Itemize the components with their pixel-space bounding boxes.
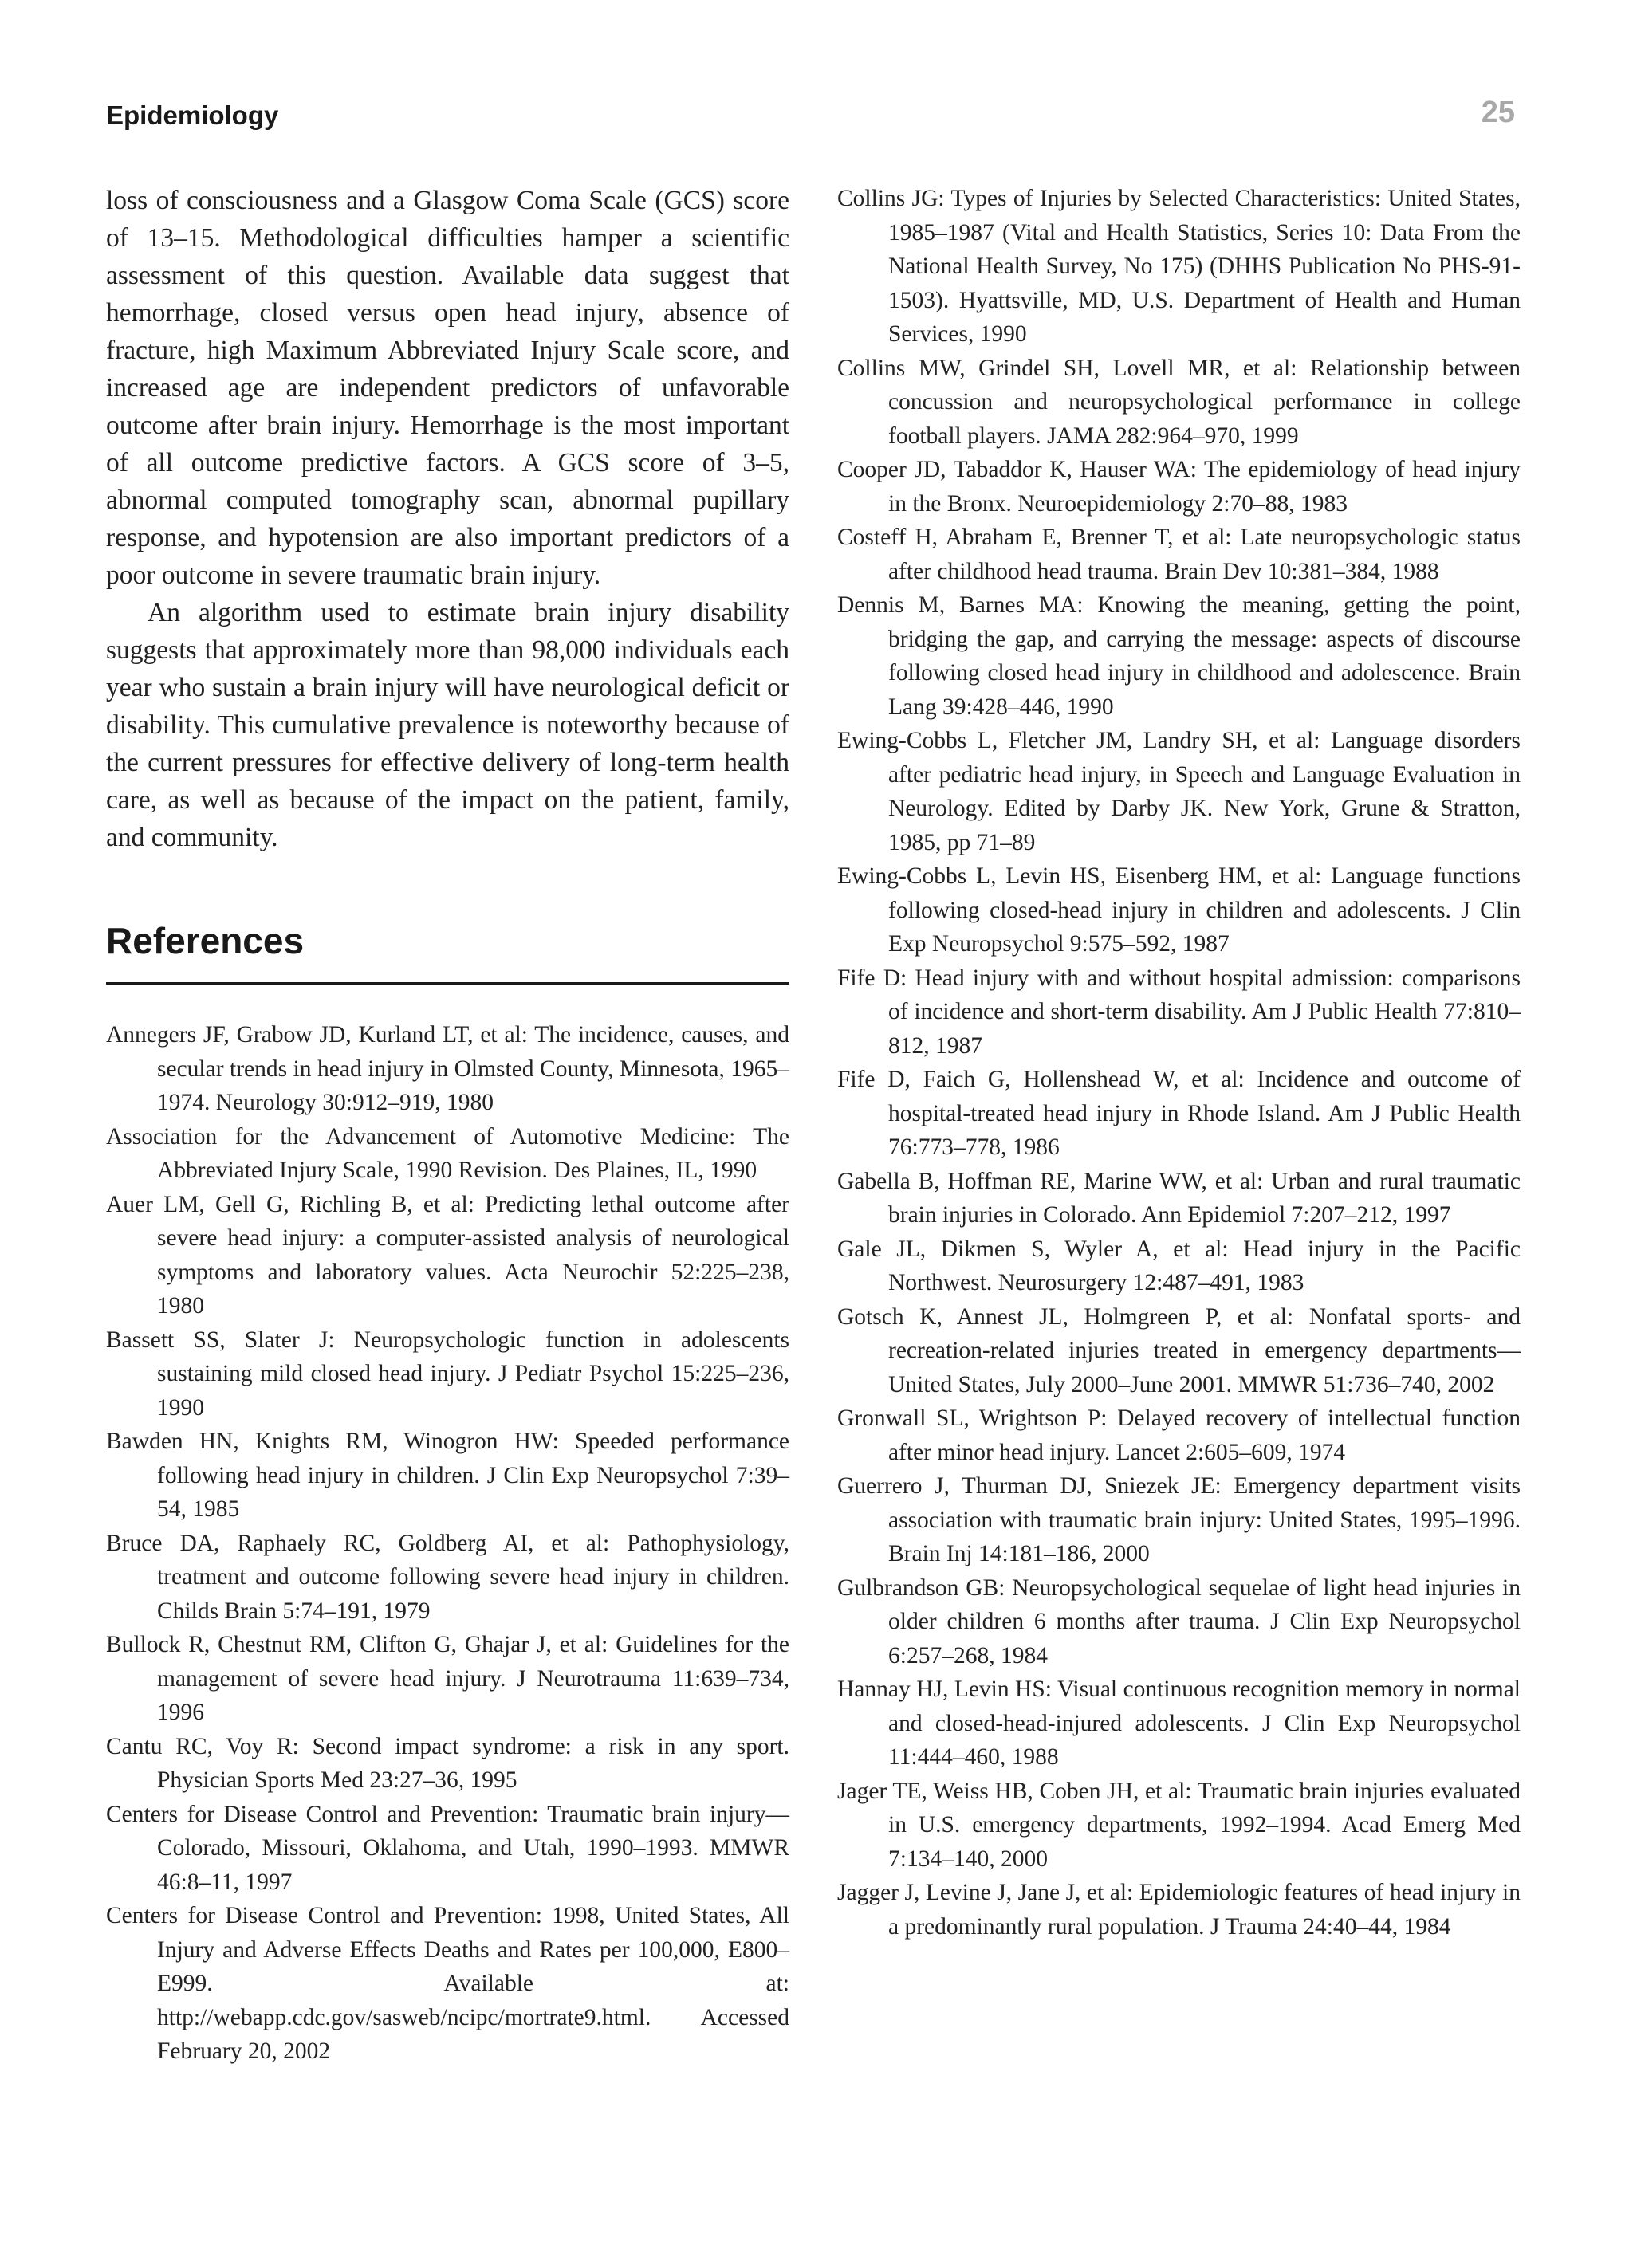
reference-list-left	[106, 1018, 789, 2069]
reference-item: Bassett SS, Slater J: Neuropsychologic function in adolescents sustaining mild closed head injury. J Pediatr Psychol 15:225–236, 1990	[106, 1327, 789, 1421]
references-heading: References	[106, 920, 305, 961]
running-head: Epidemiology	[106, 100, 279, 130]
heading-rule	[106, 982, 789, 985]
reference-item: Gabella B, Hoffman RE, Marine WW, et al: Urban and rural traumatic brain injuries in Colorado. Ann Epidemiol 7:207–212, 1997	[837, 1168, 1521, 1228]
reference-item: Jager TE, Weiss HB, Coben JH, et al: Traumatic brain injuries evaluated in U.S. emergency departments, 1992–1994. Acad Emerg Med 7:134–140, 2000	[837, 1778, 1521, 1872]
reference-item: Gale JL, Dikmen S, Wyler A, et al: Head injury in the Pacific Northwest. Neurosurgery 12:487–491, 1983	[837, 1236, 1521, 1295]
reference-item: Gulbrandson GB: Neuropsychological sequelae of light head injuries in older children 6 months after trauma. J Clin Exp Neuropsychol 6:257–268, 1984	[837, 1574, 1521, 1669]
reference-item: Gotsch K, Annest JL, Holmgreen P, et al: Nonfatal sports- and recreation-related injuries treated in emergency departments—United States, July 2000–June 2001. MMWR 51:736–740, 2002	[837, 1303, 1521, 1397]
reference-item: Bruce DA, Raphaely RC, Goldberg AI, et al: Pathophysiology, treatment and outcome following severe head injury in children. Childs Brain 5:74–191, 1979	[106, 1530, 789, 1624]
reference-item: Guerrero J, Thurman DJ, Sniezek JE: Emergency department visits association with traumatic brain injury: United States, 1995–1996. Brain Inj 14:181–186, 2000	[837, 1473, 1521, 1566]
reference-item: Costeff H, Abraham E, Brenner T, et al: Late neuropsychologic status after childhood head trauma. Brain Dev 10:381–384, 1988	[837, 525, 1521, 584]
reference-item: Ewing-Cobbs L, Levin HS, Eisenberg HM, et al: Language functions following closed-head injury in children and adolescents. J Clin Exp Neuropsychol 9:575–592, 1987	[837, 863, 1521, 957]
reference-item: Collins MW, Grindel SH, Lovell MR, et al: Relationship between concussion and neuropsychological performance in college football players. JAMA 282:964–970, 1999	[837, 355, 1521, 449]
reference-item: Jagger J, Levine J, Jane J, et al: Epidemiologic features of head injury in a predominantly rural population. J Trauma 24:40–44, 1984	[837, 1880, 1521, 1940]
reference-item: Centers for Disease Control and Prevention: Traumatic brain injury—Colorado, Missouri, Oklahoma, and Utah, 1990–1993. MMWR 46:8–11, 1997	[106, 1801, 789, 1895]
reference-item: Fife D, Faich G, Hollenshead W, et al: Incidence and outcome of hospital-treated head injury in Rhode Island. Am J Public Health 76:773–778, 1986	[837, 1067, 1521, 1160]
reference-list-right	[837, 182, 1521, 1944]
reference-item: Cooper JD, Tabaddor K, Hauser WA: The epidemiology of head injury in the Bronx. Neuroepidemiology 2:70–88, 1983	[837, 457, 1521, 517]
reference-item: Gronwall SL, Wrightson P: Delayed recovery of intellectual function after minor head injury. Lancet 2:605–609, 1974	[837, 1405, 1521, 1465]
reference-item: Centers for Disease Control and Prevention: 1998, United States, All Injury and Adverse Effects Deaths and Rates per 100,000, E800–E999. Available at: http://webapp.cdc.gov/sasweb/ncipc/mortrate9.html. Accessed February 20, 2002	[106, 1903, 789, 2064]
reference-item: Annegers JF, Grabow JD, Kurland LT, et al: The incidence, causes, and secular trends in head injury in Olmsted County, Minnesota, 1965–1974. Neurology 30:912–919, 1980	[106, 1022, 789, 1115]
page-number: 25	[1481, 96, 1515, 129]
body-paragraph: loss of consciousness and a Glasgow Coma Scale (GCS) score of 13–15. Methodological difficulties hamper a scientific assessment of this question. Available data suggest that hemorrhage, closed versus open head injury, absence of fracture, high Maximum Abbreviated Injury Scale score, and increased age are independent predictors of unfavorable outcome after brain injury. Hemorrhage is the most important of all outcome predictive factors. A GCS score of 3–5, abnormal computed tomography scan, abnormal pupillary response, and hypotension are also important predictors of a poor outcome in severe traumatic brain injury.	[106, 186, 789, 590]
reference-item: Dennis M, Barnes MA: Knowing the meaning, getting the point, bridging the gap, and carrying the message: aspects of discourse following closed head injury in childhood and adolescence. Brain Lang 39:428–446, 1990	[837, 592, 1521, 720]
reference-item: Ewing-Cobbs L, Fletcher JM, Landry SH, et al: Language disorders after pediatric head injury, in Speech and Language Evaluation in Neurology. Edited by Darby JK. New York, Grune & Stratton, 1985, pp 71–89	[837, 728, 1521, 855]
reference-item: Fife D: Head injury with and without hospital admission: comparisons of incidence and short-term disability. Am J Public Health 77:810–812, 1987	[837, 965, 1521, 1059]
reference-item: Collins JG: Types of Injuries by Selected Characteristics: United States, 1985–1987 (Vital and Health Statistics, Series 10: Data From the National Health Survey, No 175) (DHHS Publication No PHS-91-1503). Hyattsville, MD, U.S. Department of Health and Human Services, 1990	[837, 186, 1521, 347]
reference-item: Association for the Advancement of Automotive Medicine: The Abbreviated Injury Scale, 1990 Revision. Des Plaines, IL, 1990	[106, 1123, 789, 1183]
reference-item: Auer LM, Gell G, Richling B, et al: Predicting lethal outcome after severe head injury: a computer-assisted analysis of neurological symptoms and laboratory values. Acta Neurochir 52:225–238, 1980	[106, 1191, 789, 1319]
body-paragraph: An algorithm used to estimate brain injury disability suggests that approximately more than 98,000 individuals each year who sustain a brain injury will have neurological deficit or disability. This cumulative prevalence is noteworthy because of the current pressures for effective delivery of long-term health care, as well as because of the impact on the patient, family, and community.	[106, 598, 789, 852]
reference-item: Bullock R, Chestnut RM, Clifton G, Ghajar J, et al: Guidelines for the management of severe head injury. J Neurotrauma 11:639–734, 1996	[106, 1632, 789, 1725]
left-column	[106, 182, 789, 2069]
reference-item: Hannay HJ, Levin HS: Visual continuous recognition memory in normal and closed-head-injured adolescents. J Clin Exp Neuropsychol 11:444–460, 1988	[837, 1676, 1521, 1770]
reference-item: Bawden HN, Knights RM, Winogron HW: Speeded performance following head injury in children. J Clin Exp Neuropsychol 7:39–54, 1985	[106, 1429, 789, 1522]
reference-item: Cantu RC, Voy R: Second impact syndrome: a risk in any sport. Physician Sports Med 23:27–36, 1995	[106, 1733, 789, 1793]
right-column	[837, 182, 1521, 1944]
